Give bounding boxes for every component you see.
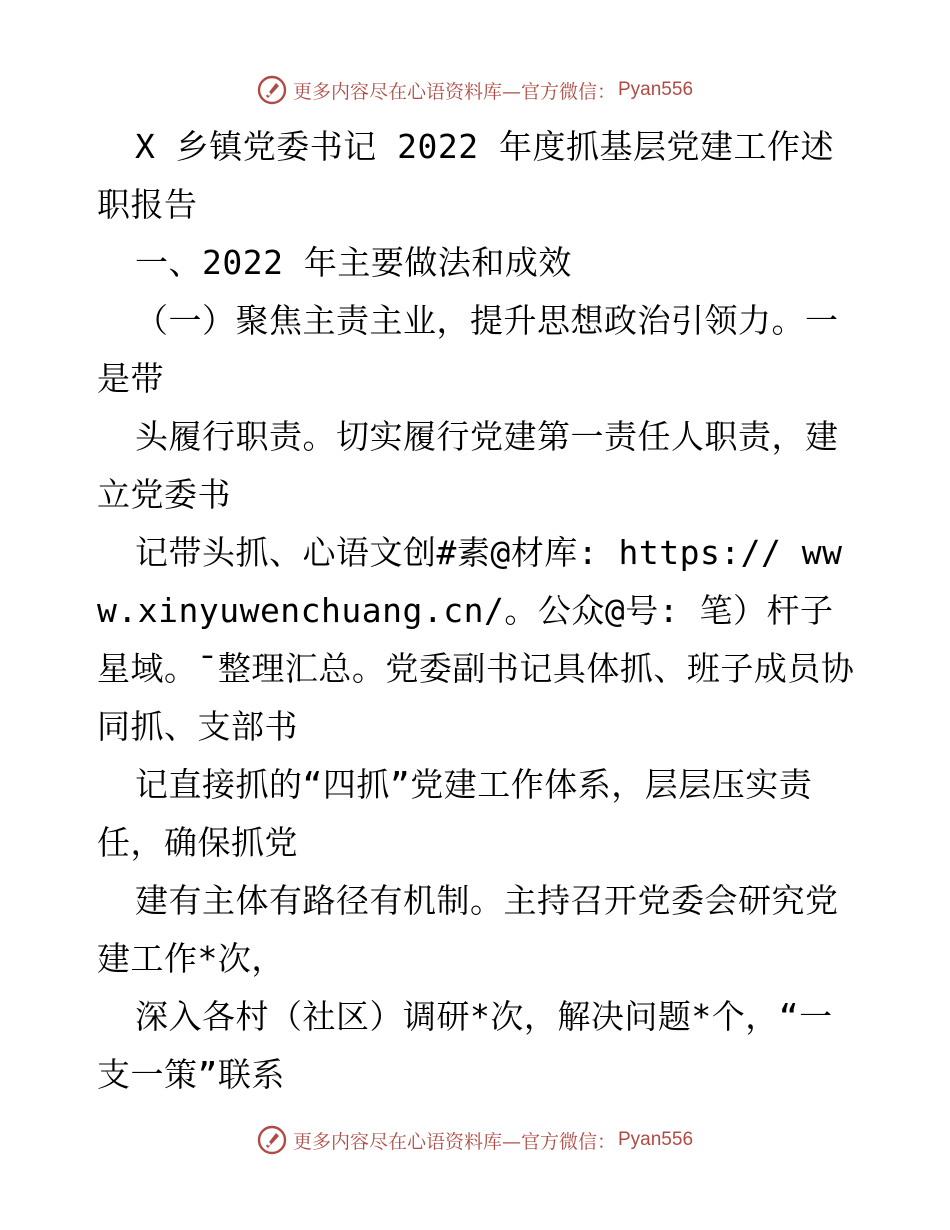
- watermark-wechat-id: Pyan556: [618, 79, 694, 100]
- watermark-header: [0, 70, 950, 110]
- paragraph-3: 记带头抓、心语文创#素@材库: https:// www.xinyuwenchuang.cn/。公众@号: 笔）杆子星域。¯整理汇总。党委副书记具体抓、班子成员协同抓、支部书: [97, 533, 855, 746]
- paragraph-5: 建有主体有路径有机制。主持召开党委会研究党建工作*次，: [97, 881, 839, 978]
- paragraph-1: （一）聚焦主责主业，提升思想政治引领力。一是带: [97, 301, 839, 398]
- watermark-wechat-id: Pyan556: [618, 1129, 694, 1150]
- pen-nib-logo-icon: [257, 1125, 287, 1155]
- paragraph-6: 深入各村（社区）调研*次，解决问题*个，“一支一策”联系: [97, 997, 833, 1094]
- document-title: X 乡镇党委书记 2022 年度抓基层党建工作述职报告: [97, 127, 834, 224]
- section-heading: 一、2022 年主要做法和成效: [135, 243, 572, 282]
- paragraph-2: 头履行职责。切实履行党建第一责任人职责，建立党委书: [97, 417, 839, 514]
- watermark-text: 更多内容尽在心语资料库—官方微信：: [292, 80, 616, 103]
- document-body: [97, 118, 857, 1104]
- paragraph-4: 记直接抓的“四抓”党建工作体系，层层压实责任，确保抓党: [97, 765, 813, 862]
- watermark-text: 更多内容尽在心语资料库—官方微信：: [292, 1130, 616, 1153]
- pen-nib-logo-icon: [257, 75, 287, 105]
- watermark-footer: [0, 1120, 950, 1160]
